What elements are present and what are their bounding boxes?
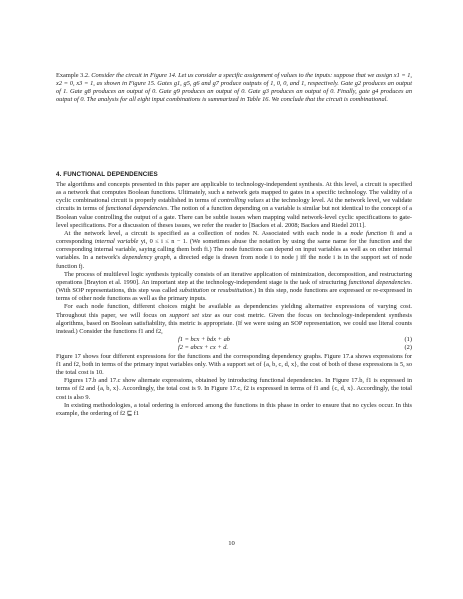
emphasis: support set size <box>169 311 212 319</box>
text-run: fi and a corresponding <box>56 229 412 246</box>
text-run: or <box>208 287 218 295</box>
example-lead: Example 3.2. <box>56 72 90 79</box>
example-block <box>56 72 412 105</box>
paragraph <box>56 271 412 304</box>
emphasis: resubstitution <box>217 287 253 295</box>
equation-number: (1) <box>404 335 412 343</box>
text-run: The process of multilevel logic synthesis typically consists of an iterative application of minimization, decomposition, and restructuring operations [Brayton et al. 1990]. An important step at the technology-independent stage is the task of structuring <box>56 270 412 286</box>
emphasis: dependency graph <box>122 254 170 262</box>
paragraph: In existing methodologies, a total ordering is enforced among the functions in this phase in order to ensure that no cycles occur. In this example, the ordering of f2 ⊑ f1 <box>56 401 412 417</box>
page-number: 10 <box>228 540 235 547</box>
text-run: The algorithms and concepts presented in this paper are applicable to technology-independent synthesis. At this level, a circuit is specified as a network that computes Boolean functions. Ultimately, such a network gets mapped to gates in a specific technology. The validity of a cyclic combinational circuit is properly established in terms of <box>56 181 412 205</box>
text-run: at the technology level. At the network level, we validate circuits in terms of <box>56 197 412 213</box>
emphasis: node function <box>350 229 387 237</box>
paragraph <box>56 181 412 230</box>
equation-expression: f2 = abcx + cx + d. <box>178 344 229 352</box>
emphasis: substitution <box>179 287 209 295</box>
text-run: .) In this step, node functions are expressed or re-expressed in terms of other node functions as well as the primary inputs. <box>56 287 412 303</box>
text-run: as our cost metric. Given the focus on technology-independent synthesis algorithms, based on Boolean satisfiability, this metric is appropriate. (If we were using an SOP representation, we could use literal counts instead.) Consider the functions f1 and f2, <box>56 311 412 335</box>
paragraph <box>56 303 412 336</box>
emphasis: controlling values <box>217 197 264 205</box>
paragraph: Figure 17 shows four different expressions for the functions and the corresponding dependency graphs. Figure 17.a shows expressions for f1 and f2, both in terms of the primary input variables only. With a support set of {a, b, c, d, x}, the cost of both of these expressions is 5, so the total cost is 10. <box>56 352 412 377</box>
section-heading: 4. FUNCTIONAL DEPENDENCIES <box>56 171 158 178</box>
text-run: . The notion of a function depending on a variable is similar but not identical to the concept of a Boolean value controlling the output of a gate. There can be subtle issues when mapping valid network-level cyclic specifications to gate-level specifications. For a discussion of theses issues, we refer the reader to [Backes et al. 2008; Backes and Riedel 2011]. <box>56 205 412 229</box>
emphasis: internal variable <box>94 238 139 246</box>
text-run: . (With SOP representations, this step was called <box>56 278 412 295</box>
text-run: For each node function, different choices might be available as dependencies yielding alternative expressions of varying cost. Throughout this paper, we will focus on <box>56 303 412 319</box>
equation-number: (2) <box>404 344 412 352</box>
emphasis: functional dependencies <box>348 278 411 286</box>
text-run: At the network level, a circuit is specified as a collection of nodes N. Associated with each node is a <box>64 229 351 237</box>
text-run: , a directed edge is drawn from node i to node j iff the node i is in the support set of node function fj. <box>56 254 412 270</box>
equation-2 <box>56 344 412 352</box>
emphasis: functional dependencies <box>105 205 168 213</box>
text-run: yi, 0 ≤ i ≤ n − 1. (We sometimes abuse the notation by using the same name for the function and the corresponding internal variable, saying calling them both fi.) The node functions can depend on input variables as well as on other internal variables. In a network's <box>56 238 412 262</box>
equation-expression: f1 = bcx + bdx + ab <box>178 335 230 343</box>
paragraph: Figures 17.b and 17.c show alternate expressions, obtained by introducing functional dependencies. In Figure 17.b, f1 is expressed in terms of f2 and {a, b, x}. Accordingly, the total cost is 9. In Figure 17.c, f2 is expressed in terms of f1 and {c, d, x}. Accordingly, the total cost is also 9. <box>56 377 412 401</box>
paragraph <box>56 230 412 271</box>
equation-1 <box>56 336 412 344</box>
example-text: Consider the circuit in Figure 14. Let us consider a specific assignment of values to the inputs: suppose that we assign x1 = 1, x2 = 0, x3 = 1, as shown in Figure 15. Gates g1, g5, g6 and g7 produce outputs of 1, 0, 0, and 1, respectively. Gate g2 produces an output of 1. Gate g8 produces an output of 0. Gate g9 produces an output of 0. Gate g3 produces an output of 0. Finally, gate g4 produces an output of 0. The analysis for all eight input combinations is summarized in Table 16. We conclude that the circuit is combinational. <box>56 72 412 104</box>
section-body <box>56 181 412 418</box>
